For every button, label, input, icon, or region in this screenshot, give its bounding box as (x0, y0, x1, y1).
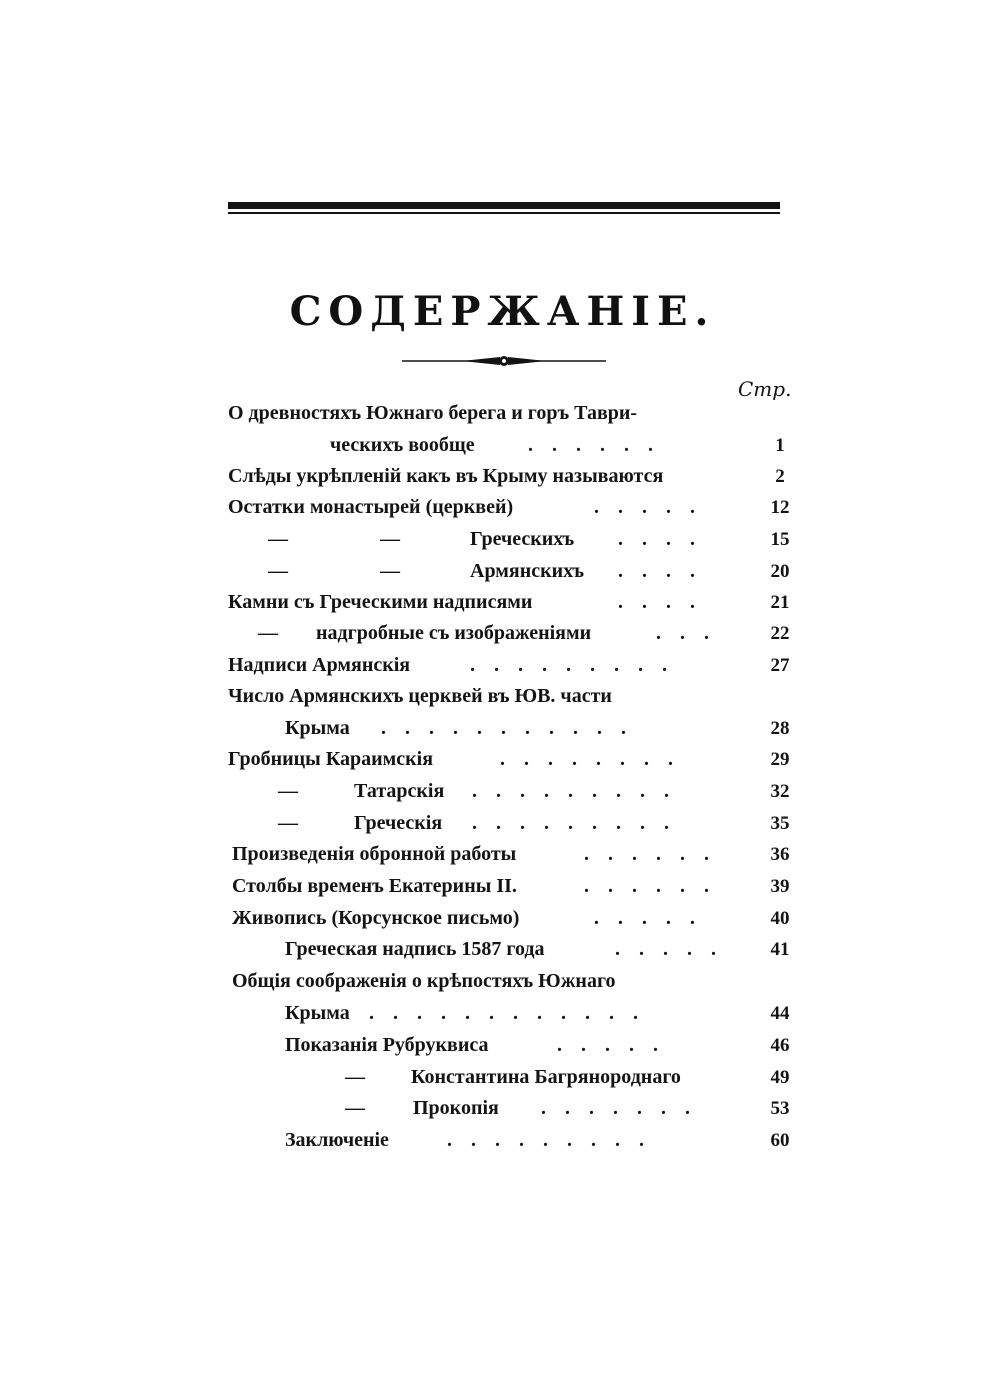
page-column-label: Стр. (738, 377, 792, 401)
toc-entry (228, 398, 748, 429)
toc-entry-text: Греческія (354, 812, 443, 834)
leader-dots: . . . . . . . . . . . . (369, 1002, 645, 1024)
leader-dots: . . . . . . . . . (472, 812, 676, 834)
toc-page-number: 15 (770, 529, 790, 550)
toc-page-number: 41 (770, 939, 790, 960)
toc-page-number: 39 (770, 876, 790, 897)
toc-page-number: 44 (770, 1003, 790, 1024)
leader-dots: . . . . (618, 560, 702, 582)
toc-entry-text: Крыма (285, 1002, 350, 1024)
ditto-dash: — (278, 812, 298, 834)
toc-entry-text: Греческихъ (470, 528, 575, 550)
leader-dots: . . . . . . . . . (470, 654, 674, 676)
toc-entry-text: Прокопія (413, 1097, 499, 1119)
toc-entry-text: Татарскія (354, 780, 445, 802)
toc-entry-text: Армянскихъ (470, 560, 585, 582)
leader-dots: . . . . . (557, 1034, 665, 1056)
toc-page-number: 28 (770, 718, 790, 739)
toc-entry-text: Надписи Армянскія (228, 654, 411, 676)
toc-entry (228, 744, 748, 775)
toc-entry (285, 1093, 747, 1124)
toc-entry (285, 1030, 747, 1061)
toc-entry (232, 871, 748, 902)
toc-entry (285, 1125, 747, 1156)
leader-dots: . . . (656, 622, 716, 644)
ditto-dash: — (380, 560, 400, 582)
toc-entry (228, 492, 748, 523)
toc-entry (228, 556, 748, 587)
toc-entry-text: Слѣды укрѣпленій какъ въ Крыму называются (228, 465, 664, 487)
leader-dots: . . . . . . (528, 434, 660, 456)
toc-entry (232, 903, 748, 934)
toc-page-number: 27 (770, 655, 790, 676)
leader-dots: . . . . . (615, 938, 723, 960)
toc-entry-text: Показанія Рубруквиса (285, 1034, 489, 1056)
ditto-dash: — (258, 622, 278, 644)
toc-page-number: 46 (770, 1035, 790, 1056)
toc-entry-text: Греческая надпись 1587 года (285, 938, 545, 960)
toc-entry (228, 808, 748, 839)
toc-page-number: 1 (775, 435, 785, 456)
toc-entry (285, 998, 747, 1029)
ditto-dash: — (345, 1097, 365, 1119)
ornament-divider (402, 352, 606, 370)
toc-entry (330, 430, 750, 461)
ditto-dash: — (278, 780, 298, 802)
toc-entry-text: Число Армянскихъ церквей въ ЮВ. части (228, 685, 612, 707)
toc-entry (228, 681, 748, 712)
toc-entry (228, 650, 748, 681)
toc-entry (285, 934, 747, 965)
toc-entry (228, 524, 748, 555)
toc-entry (228, 618, 748, 649)
toc-page-number: 60 (770, 1130, 790, 1151)
toc-entry (285, 1062, 747, 1093)
toc-entry-text: Столбы временъ Екатерины II. (232, 875, 517, 897)
leader-dots: . . . . (618, 591, 702, 613)
ditto-dash: — (268, 528, 288, 550)
leader-dots: . . . . . (594, 907, 702, 929)
toc-entry (232, 839, 748, 870)
ditto-dash: — (345, 1066, 365, 1088)
toc-entry (228, 587, 748, 618)
leader-dots: . . . . . . . . . . . (381, 717, 633, 739)
toc-page-number: 12 (770, 497, 790, 518)
toc-page-number: 21 (770, 592, 790, 613)
toc-page-number: 53 (770, 1098, 790, 1119)
toc-entry (285, 713, 745, 744)
toc-entry (228, 461, 748, 492)
toc-page-number: 35 (770, 813, 790, 834)
toc-entry (228, 776, 748, 807)
ditto-dash: — (380, 528, 400, 550)
toc-entry-text: Общія соображенія о крѣпостяхъ Южнаго (232, 970, 616, 992)
toc-entry-text: Живопись (Корсунское письмо) (232, 907, 520, 929)
leader-dots: . . . . . . . . . (447, 1129, 651, 1151)
leader-dots: . . . . . . (584, 875, 716, 897)
toc-page-number: 36 (770, 844, 790, 865)
toc-page-number: 20 (770, 561, 790, 582)
top-rule-thick (228, 202, 780, 209)
leader-dots: . . . . . (594, 496, 702, 518)
leader-dots: . . . . . . . (541, 1097, 697, 1119)
toc-entry (232, 966, 748, 997)
toc-page-number: 2 (775, 466, 785, 487)
ditto-dash: — (268, 560, 288, 582)
top-rule-thin (228, 212, 780, 214)
toc-entry-text: Камни съ Греческими надписями (228, 591, 533, 613)
toc-entry-text: Крыма (285, 717, 350, 739)
toc-page-number: 40 (770, 908, 790, 929)
toc-page-number: 29 (770, 749, 790, 770)
toc-page-number: 22 (770, 623, 790, 644)
toc-entry-text: Заключеніе (285, 1129, 389, 1151)
toc-entry-text: ческихъ вообще (330, 434, 475, 456)
toc-entry-text: О древностяхъ Южнаго берега и горъ Таври- (228, 402, 638, 424)
leader-dots: . . . . (618, 528, 702, 550)
toc-entry-text: Гробницы Караимскія (228, 748, 434, 770)
toc-entry-text: Произведенія обронной работы (232, 843, 517, 865)
leader-dots: . . . . . . . . . (472, 780, 676, 802)
leader-dots: . . . . . . (584, 843, 716, 865)
toc-page-number: 32 (770, 781, 790, 802)
toc-entry-text: надгробные съ изображеніями (316, 622, 592, 644)
toc-page-number: 49 (770, 1067, 790, 1088)
toc-entry-text: Остатки монастырей (церквей) (228, 496, 514, 518)
page-title: СОДЕРЖАНІЕ. (289, 288, 716, 335)
toc-entry-text: Константина Багрянороднаго (411, 1066, 681, 1088)
leader-dots: . . . . . . . . (500, 748, 680, 770)
